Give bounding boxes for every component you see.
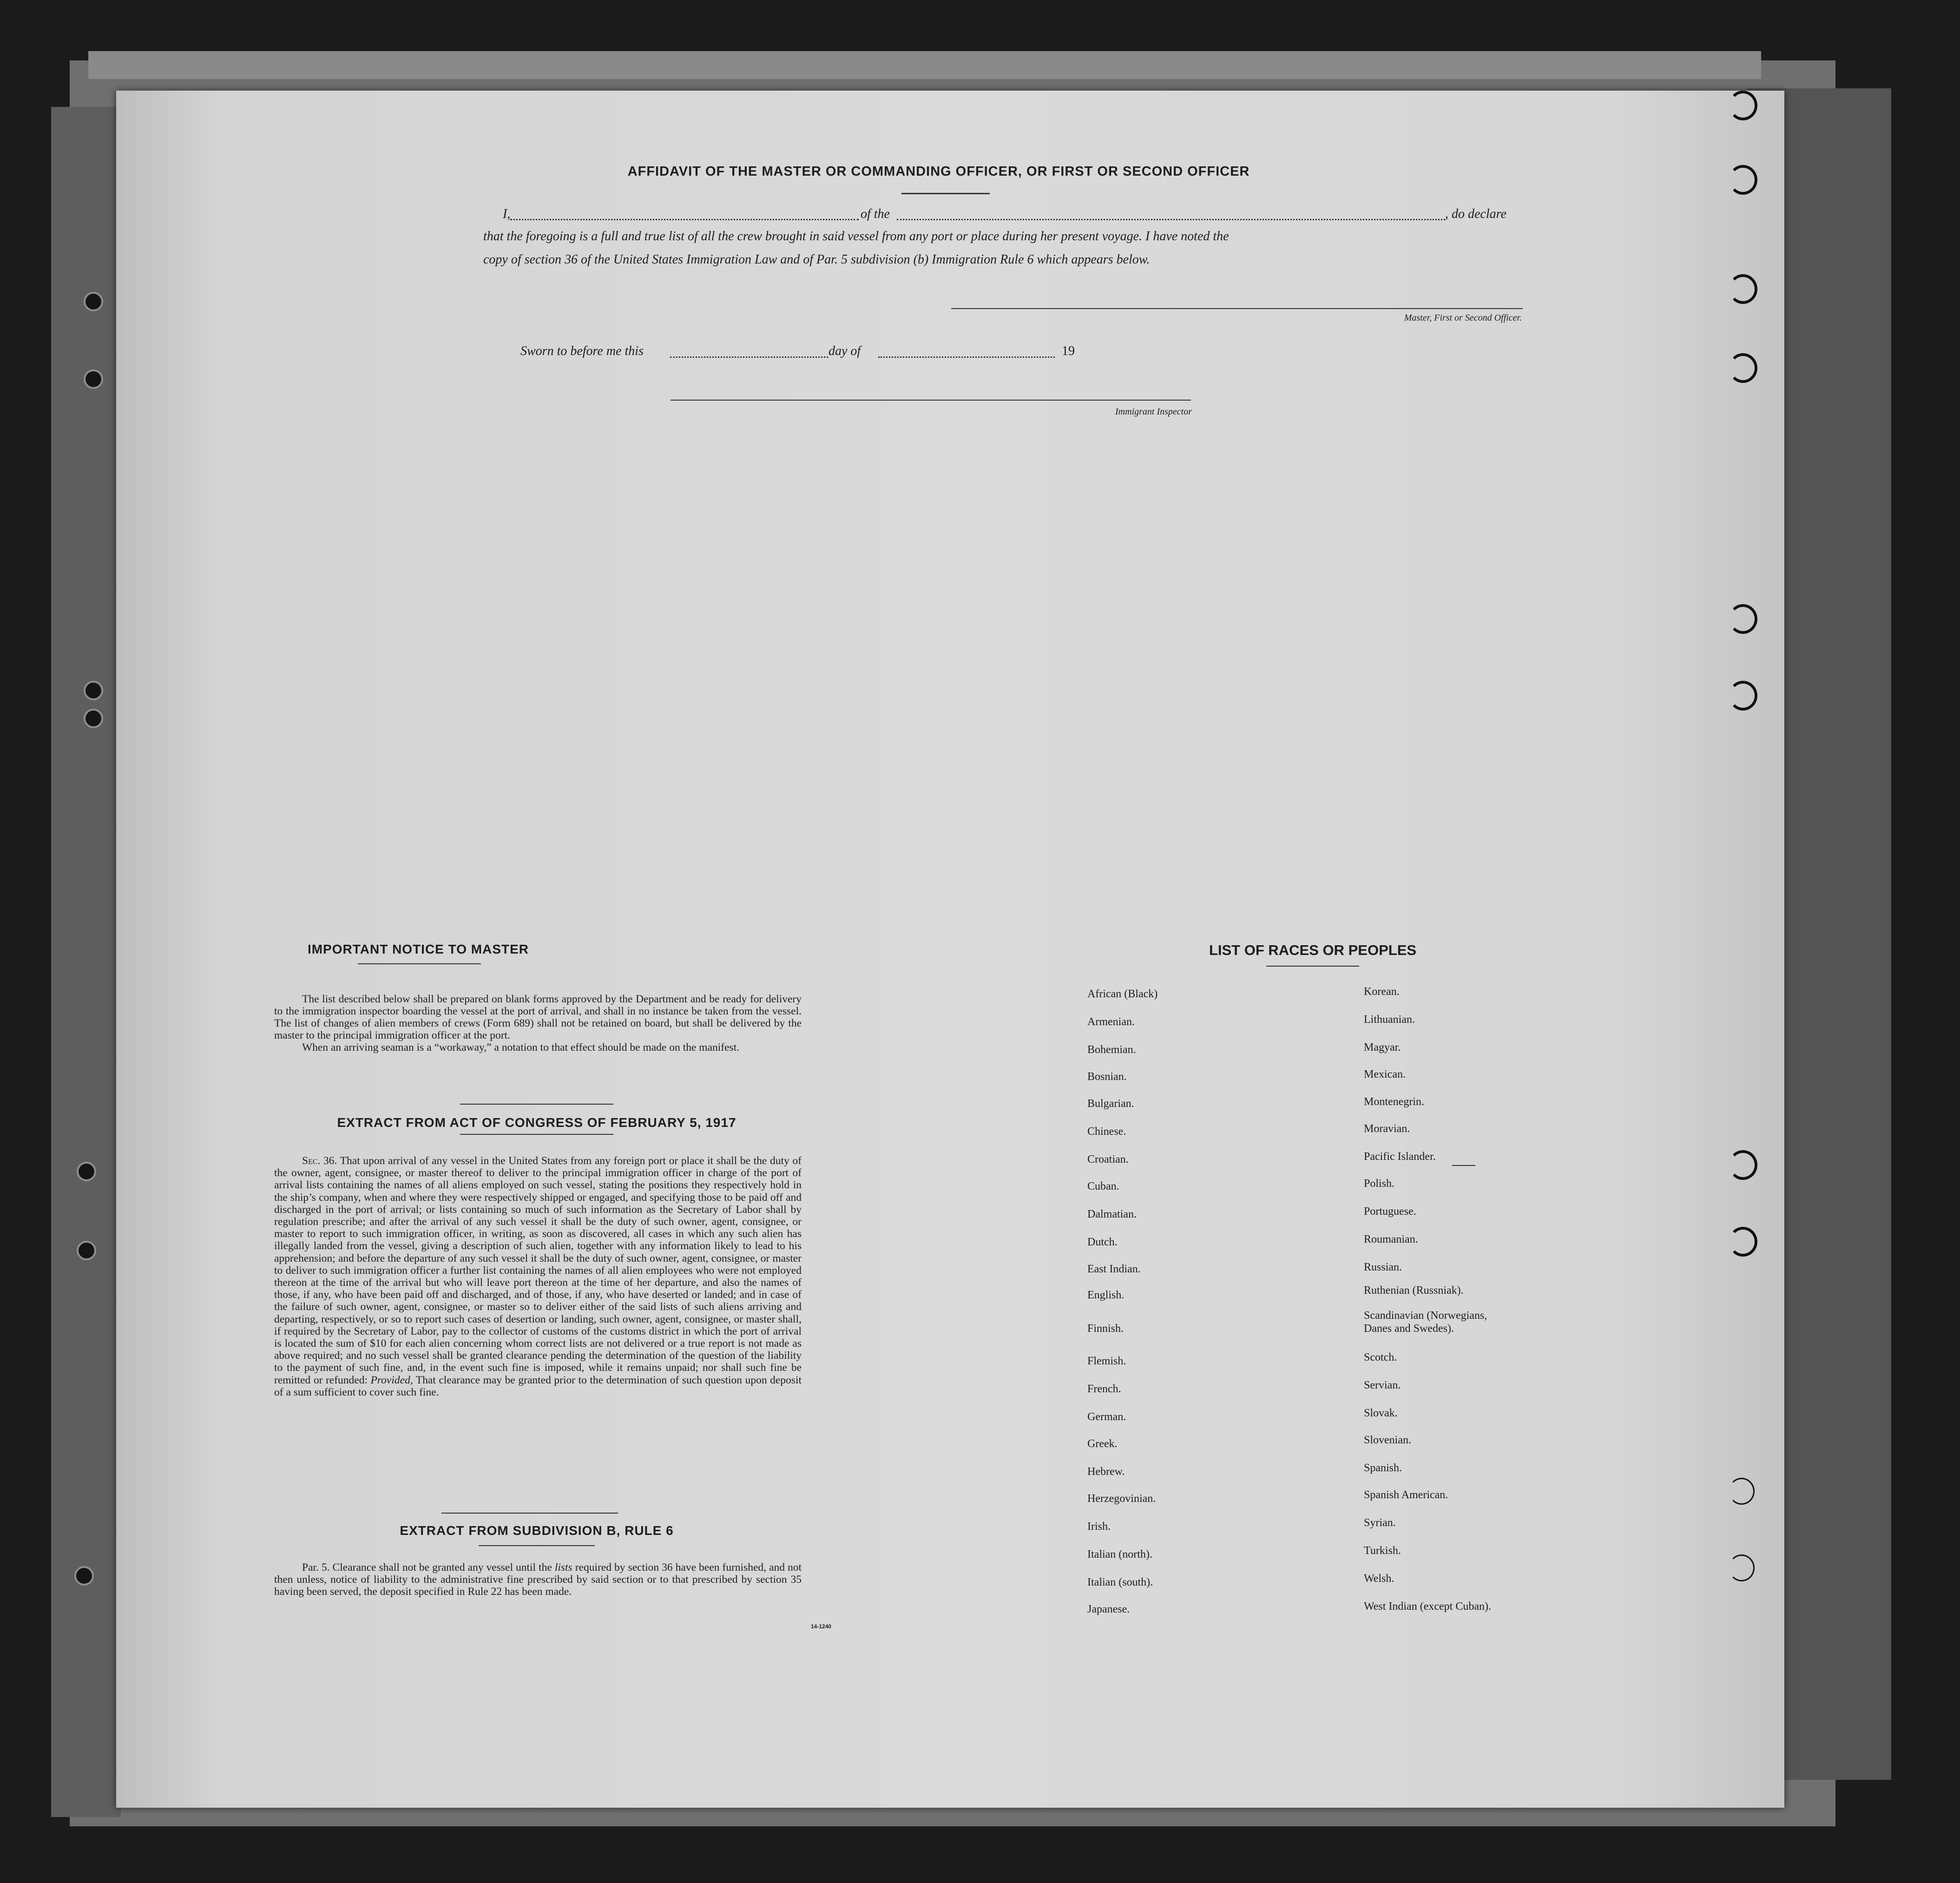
pen-underline-mark bbox=[1452, 1165, 1475, 1166]
race-left: Finnish. bbox=[1087, 1323, 1124, 1335]
month-line bbox=[878, 356, 1055, 358]
punch-hole-icon bbox=[1729, 1554, 1755, 1581]
sworn-day-line bbox=[670, 356, 828, 358]
race-right: Spanish. bbox=[1364, 1462, 1402, 1474]
section-36-text-end: That clearance may be granted prior to the determination of such question upon deposit of a sum sufficient to cover such fine. bbox=[274, 1374, 802, 1398]
form-number: 14-1240 bbox=[811, 1623, 832, 1630]
punch-hole-icon bbox=[1729, 165, 1757, 195]
race-right: Turkish. bbox=[1364, 1545, 1401, 1557]
race-left: Dutch. bbox=[1087, 1236, 1118, 1248]
title-underline bbox=[901, 193, 990, 194]
form-page bbox=[116, 91, 1784, 1808]
back-sheet-left bbox=[51, 107, 121, 1817]
divider bbox=[460, 1104, 613, 1105]
affidavit-title: AFFIDAVIT OF THE MASTER OR COMMANDING OFFICER, OR FIRST OR SECOND OFFICER bbox=[627, 164, 1250, 179]
race-left: Hebrew. bbox=[1087, 1466, 1125, 1478]
affidavit-declare: , do declare bbox=[1445, 207, 1506, 221]
punch-hole-icon bbox=[1729, 1227, 1757, 1257]
notice-paragraph-1: The list described below shall be prepared on blank forms approved by the Department and be ready for delivery to the immigration inspector boarding the vessel at the port of arrival, and shall in no instance be taken from the vessel. The list of changes of alien members of crews (Form 689) shall not be retained on board, but shall be delivered by the master to the principal immigration officer at the port. bbox=[274, 993, 802, 1041]
notice-paragraph-2: When an arriving seaman is a “workaway,” a notation to that effect should be made on the manifest. bbox=[302, 1041, 739, 1053]
race-right: Korean. bbox=[1364, 986, 1400, 998]
race-left: Croatian. bbox=[1087, 1153, 1129, 1165]
race-right: Russian. bbox=[1364, 1261, 1402, 1273]
extract-rule-title: EXTRACT FROM SUBDIVISION B, RULE 6 bbox=[400, 1523, 674, 1538]
extract-act-body bbox=[274, 1155, 802, 1398]
race-left: Italian (north). bbox=[1087, 1548, 1152, 1560]
binder-hole bbox=[84, 681, 103, 700]
race-left: African (Black) bbox=[1087, 988, 1158, 1000]
race-right: Mexican. bbox=[1364, 1068, 1406, 1080]
extract-rule-underline bbox=[479, 1545, 595, 1546]
race-right: Servian. bbox=[1364, 1379, 1401, 1391]
extract-rule-body bbox=[274, 1561, 802, 1598]
name-line bbox=[510, 219, 859, 220]
race-left: Irish. bbox=[1087, 1521, 1111, 1533]
race-right: Spanish American. bbox=[1364, 1489, 1448, 1501]
day-of-label: day of bbox=[829, 344, 861, 358]
race-right: Slovenian. bbox=[1364, 1434, 1411, 1446]
race-right: Lithuanian. bbox=[1364, 1014, 1415, 1026]
binder-hole bbox=[74, 1566, 94, 1586]
affidavit-line-2: that the foregoing is a full and true list of all the crew brought in said vessel from any port or place during her present voyage. I have noted the bbox=[483, 229, 1229, 244]
master-signature-line bbox=[951, 308, 1523, 309]
master-caption: Master, First or Second Officer. bbox=[1404, 313, 1522, 323]
race-right: Magyar. bbox=[1364, 1041, 1401, 1053]
race-left: Bosnian. bbox=[1087, 1071, 1127, 1083]
race-left: Armenian. bbox=[1087, 1016, 1135, 1028]
race-right: Pacific Islander. bbox=[1364, 1151, 1436, 1163]
inspector-signature-line bbox=[671, 400, 1191, 401]
vessel-line bbox=[897, 219, 1445, 220]
race-right: Slovak. bbox=[1364, 1407, 1398, 1419]
race-right: Welsh. bbox=[1364, 1573, 1394, 1585]
punch-hole-icon bbox=[1729, 353, 1757, 383]
race-left: Cuban. bbox=[1087, 1180, 1119, 1192]
rule-text-b: required by section 36 have been furnished, and not then unless, notice of liability to the administrative fine prescribed by said section or to that prescribed by section 35 having been served, the deposit specified in Rule 22 has been made. bbox=[274, 1561, 802, 1598]
binder-hole bbox=[84, 292, 103, 311]
race-left: French. bbox=[1087, 1383, 1121, 1395]
notice-title: IMPORTANT NOTICE TO MASTER bbox=[307, 942, 529, 956]
sworn-label: Sworn to before me this bbox=[520, 344, 644, 358]
race-left: Greek. bbox=[1087, 1438, 1118, 1450]
year-prefix: 19 bbox=[1062, 344, 1075, 358]
race-left: Dalmatian. bbox=[1087, 1208, 1137, 1220]
race-right: Scotch. bbox=[1364, 1351, 1397, 1363]
affidavit-of-the: of the bbox=[861, 207, 890, 221]
punch-hole-icon bbox=[1729, 1478, 1755, 1505]
race-right: Scandinavian (Norwegians, Danes and Swedes). bbox=[1364, 1310, 1487, 1335]
extract-act-title: EXTRACT FROM ACT OF CONGRESS OF FEBRUARY 5, 1917 bbox=[337, 1115, 737, 1130]
section-number: Sec. 36. bbox=[302, 1155, 337, 1167]
lists-word: lists bbox=[554, 1561, 572, 1574]
punch-hole-icon bbox=[1729, 604, 1757, 634]
race-left: German. bbox=[1087, 1411, 1126, 1423]
provided-word: Provided, bbox=[370, 1374, 413, 1386]
binder-hole bbox=[77, 1162, 96, 1181]
race-right: Portuguese. bbox=[1364, 1205, 1416, 1218]
race-left: Italian (south). bbox=[1087, 1576, 1153, 1588]
race-left: Herzegovinian. bbox=[1087, 1493, 1156, 1505]
race-left: Bulgarian. bbox=[1087, 1098, 1134, 1110]
race-right: Polish. bbox=[1364, 1178, 1395, 1190]
race-left: Flemish. bbox=[1087, 1355, 1126, 1367]
race-left: East Indian. bbox=[1087, 1263, 1141, 1275]
affidavit-i: I, bbox=[503, 207, 511, 221]
race-right: Roumanian. bbox=[1364, 1233, 1418, 1245]
race-left: English. bbox=[1087, 1289, 1125, 1301]
races-underline bbox=[1266, 966, 1359, 967]
binder-hole bbox=[84, 369, 103, 389]
notice-underline bbox=[358, 963, 481, 964]
races-title: LIST OF RACES OR PEOPLES bbox=[1209, 942, 1417, 958]
race-right: Montenegrin. bbox=[1364, 1096, 1424, 1108]
race-right: Moravian. bbox=[1364, 1123, 1410, 1135]
section-36-text: That upon arrival of any vessel in the United States from any foreign port or place it shall be the duty of the owner, agent, consignee, or master thereof to deliver to the principal immigration officer in charge of the port of arrival lists containing the names of all aliens employed on such vessel, stating the positions they respectively hold in the ship’s company, when and where they were respectively shipped or engaged, and specifying those to be paid off and discharged in the port of arrival; or lists containing so much of such information as the Secretary of Labor shall by regulation prescribe; and after the arrival of any such vessel it shall be the duty of such owner, agent, consignee, or master to report to such immigration officer, in writing, as soon as discovered, all cases in which any such alien has illegally landed from the vessel, giving a description of such alien, together with any information likely to lead to his apprehension; and before the departure of any such vessel it shall be the duty of such owner, agent, consignee, or master to deliver to such immigration officer a further list containing the names of all alien employees who were not employed thereon at the time of the arrival but who will leave port thereon at the time of her departure, and also the names of those, if any, who have been paid off and discharged, and of those, if any, who have deserted or landed; and in case of the failure of such owner, agent, consignee, or master so to deliver either of the said lists of such aliens arriving and departing, respectively, or so to report such cases of desertion or landing, such owner, agent, consignee, or master shall, if required by the Secretary of Labor, pay to the collector of customs of the customs district in which the port of arrival is located the sum of $10 for each alien concerning whom correct lists are not delivered or a true report is not made as above required; and no such vessel shall be granted clearance pending the determination of the question of the liability to the payment of such fine, and, in the event such fine is imposed, while it remains unpaid; nor shall such fine be remitted or refunded: bbox=[274, 1155, 802, 1386]
inspector-caption: Immigrant Inspector bbox=[1115, 407, 1192, 417]
binder-hole bbox=[84, 709, 103, 728]
rule-text-a: Par. 5. Clearance shall not be granted any vessel until the bbox=[302, 1561, 552, 1574]
punch-hole-icon bbox=[1729, 91, 1757, 120]
binder-hole bbox=[77, 1241, 96, 1260]
race-right: West Indian (except Cuban). bbox=[1364, 1600, 1491, 1613]
extract-act-underline bbox=[460, 1134, 613, 1135]
back-sheet-top bbox=[88, 51, 1761, 79]
race-left: Chinese. bbox=[1087, 1126, 1126, 1138]
race-right: Syrian. bbox=[1364, 1517, 1396, 1529]
race-left: Japanese. bbox=[1087, 1603, 1130, 1615]
race-left: Bohemian. bbox=[1087, 1044, 1136, 1056]
punch-hole-icon bbox=[1729, 681, 1757, 711]
punch-hole-icon bbox=[1729, 274, 1757, 304]
divider bbox=[441, 1513, 618, 1514]
punch-hole-icon bbox=[1729, 1150, 1757, 1180]
affidavit-line-3: copy of section 36 of the United States Immigration Law and of Par. 5 subdivision (b) Immigration Rule 6 which appears below. bbox=[483, 252, 1150, 267]
notice-body bbox=[274, 993, 802, 1053]
race-right: Ruthenian (Russniak). bbox=[1364, 1284, 1464, 1297]
